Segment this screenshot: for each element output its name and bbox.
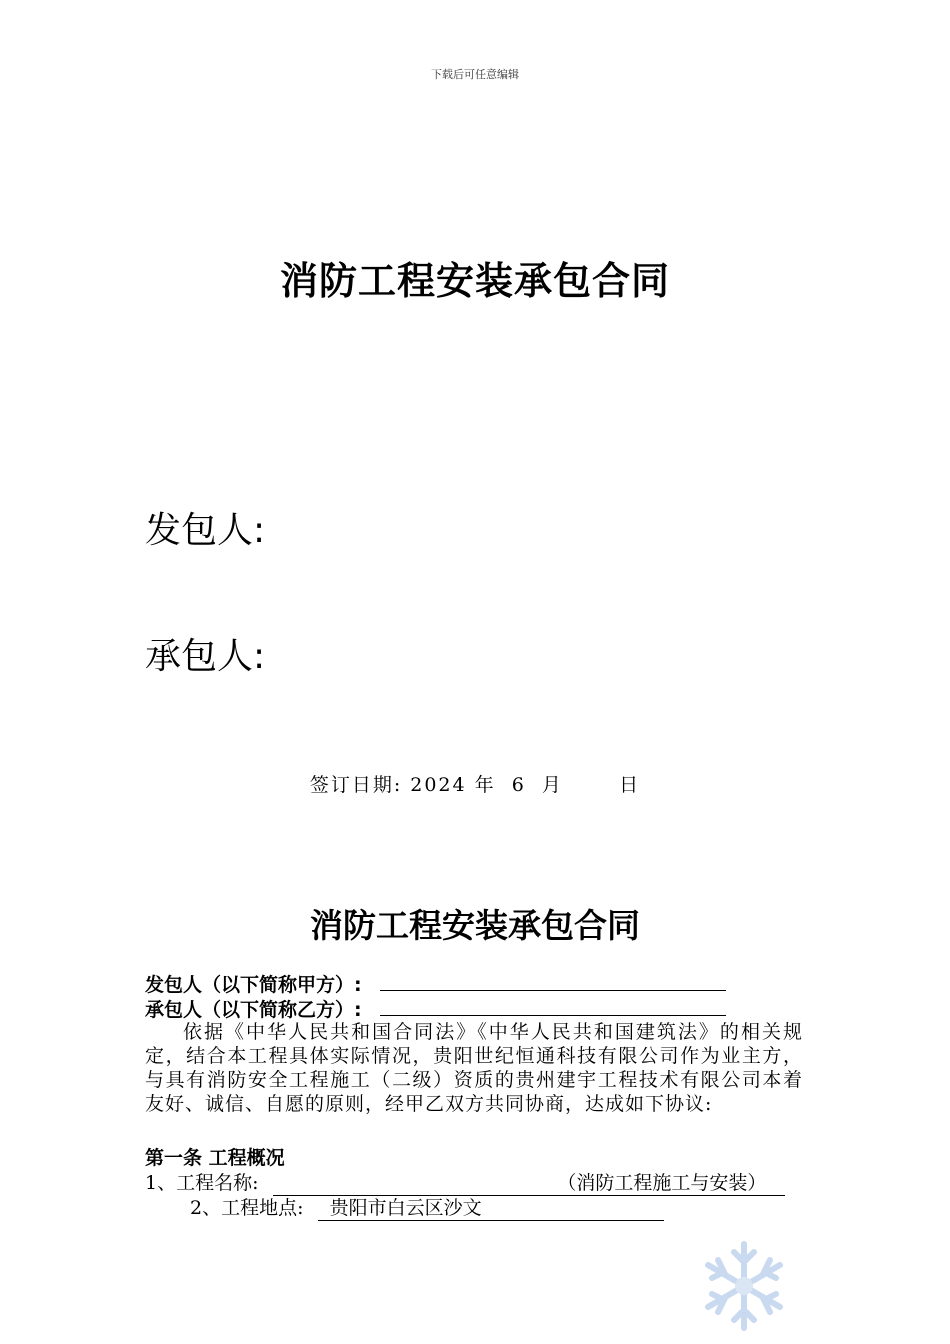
party-a-blank (380, 970, 726, 991)
item-1-value: （消防工程施工与安装） (557, 1172, 767, 1194)
employer-label: 发包人: (145, 510, 266, 551)
contractor-label: 承包人: (145, 636, 266, 677)
cover-title: 消防工程安装承包合同 (279, 259, 670, 303)
contract-title: 消防工程安装承包合同 (310, 906, 640, 945)
item-1-line (145, 1171, 785, 1196)
party-b-line (145, 995, 726, 1022)
party-b-label: 承包人（以下简称乙方）: (145, 999, 362, 1021)
party-b-blank (380, 995, 726, 1016)
article-1-heading: 第一条 工程概况 (145, 1147, 285, 1169)
item-2-value: 贵阳市白云区沙文 (329, 1197, 482, 1219)
item-1-field (273, 1171, 785, 1196)
snowflake-watermark-icon (694, 1236, 794, 1336)
party-a-line (145, 970, 726, 997)
intro-paragraph: 依据《中华人民共和国合同法》《中华人民共和国建筑法》的相关规定，结合本工程具体实际情况，贵阳世纪恒通科技有限公司作为业主方，与具有消防安全工程施工（二级）资质的贵州建宇工程技术有限公司本着友好、诚信、自愿的原则，经甲乙双方共同协商，达成如下协议: (145, 1021, 803, 1115)
item-2-field (318, 1196, 664, 1221)
sign-date: 签订日期: 2024 年 6 月 日 (309, 774, 641, 796)
item-2-label: 2、工程地点: (190, 1197, 304, 1219)
item-2-line (190, 1196, 664, 1221)
header-note: 下载后可任意编辑 (431, 68, 519, 81)
item-1-label: 1、工程名称: (145, 1172, 259, 1194)
party-a-label: 发包人（以下简称甲方）: (145, 974, 362, 996)
